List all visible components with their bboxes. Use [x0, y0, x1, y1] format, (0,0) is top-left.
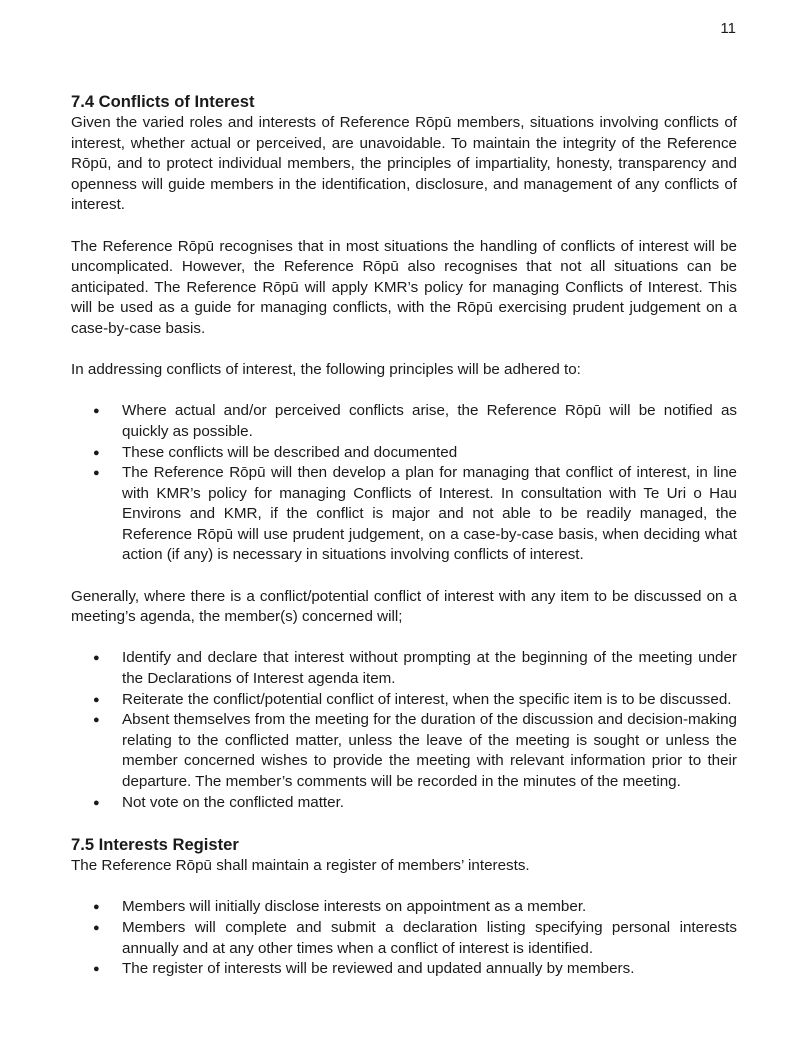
page-number: 11	[720, 20, 736, 37]
member-actions-list	[71, 648, 737, 813]
principles-list	[71, 401, 737, 566]
list-item: ● Identify and declare that interest without prompting at the beginning of the meeting under the Declarations of Interest agenda item.	[71, 648, 737, 689]
list-item: ● Not vote on the conflicted matter.	[71, 793, 737, 814]
list-item: ● Reiterate the conflict/potential conflict of interest, when the specific item is to be discussed.	[71, 690, 737, 711]
list-item: ● The register of interests will be reviewed and updated annually by members.	[71, 959, 737, 980]
list-item: ● Absent themselves from the meeting for the duration of the discussion and decision-making relating to the conflicted matter, unless the leave of the meeting is sought or unless the member concerned wishes to provide the meeting with relevant information prior to their departure. The member’s comments will be recorded in the minutes of the meeting.	[71, 710, 737, 792]
paragraph-register-intro: The Reference Rōpū shall maintain a register of members’ interests.	[71, 857, 530, 875]
list-item: ● Where actual and/or perceived conflicts arise, the Reference Rōpū will be notified as quickly as possible.	[71, 401, 737, 442]
register-list	[71, 897, 737, 979]
list-item: ● Members will complete and submit a declaration listing specifying personal interests annually and at any other times when a conflict of interest is identified.	[71, 918, 737, 959]
paragraph-conflicts-intro: Given the varied roles and interests of Reference Rōpū members, situations involving conflicts of interest, whether actual or perceived, are unavoidable. To maintain the integrity of the Reference Rōpū, and to protect individual members, the principles of impartiality, honesty, transparency and openness will guide members in the identification, disclosure, and management of any conflicts of interest.	[71, 114, 737, 214]
list-item: ● The Reference Rōpū will then develop a plan for managing that conflict of interest, in line with KMR’s policy for managing Conflicts of Interest. In consultation with Te Uri o Hau Environs and KMR, if the conflict is major and not able to be readily managed, the Reference Rōpū will use prudent judgement, on a case-by-case basis, when deciding what action (if any) is necessary in situations involving conflicts of interest.	[71, 463, 737, 566]
paragraph-conflicts-handling: The Reference Rōpū recognises that in most situations the handling of conflicts of interest will be uncomplicated. However, the Reference Rōpū also recognises that not all situations can be anticipated. The Reference Rōpū will apply KMR’s policy for managing Conflicts of Interest. This will be used as a guide for managing conflicts, with the Rōpū exercising prudent judgement on a case-by-case basis.	[71, 237, 737, 337]
list-item: ● These conflicts will be described and documented	[71, 443, 737, 464]
list-item: ● Members will initially disclose interests on appointment as a member.	[71, 897, 737, 918]
paragraph-generally-intro: Generally, where there is a conflict/potential conflict of interest with any item to be discussed on a meeting’s agenda, the member(s) concerned will;	[71, 587, 737, 626]
section-heading-conflicts-of-interest: 7.4 Conflicts of Interest	[71, 92, 255, 111]
section-heading-interests-register: 7.5 Interests Register	[71, 835, 239, 855]
paragraph-principles-intro: In addressing conflicts of interest, the following principles will be adhered to:	[71, 361, 581, 379]
document-body	[71, 91, 737, 980]
